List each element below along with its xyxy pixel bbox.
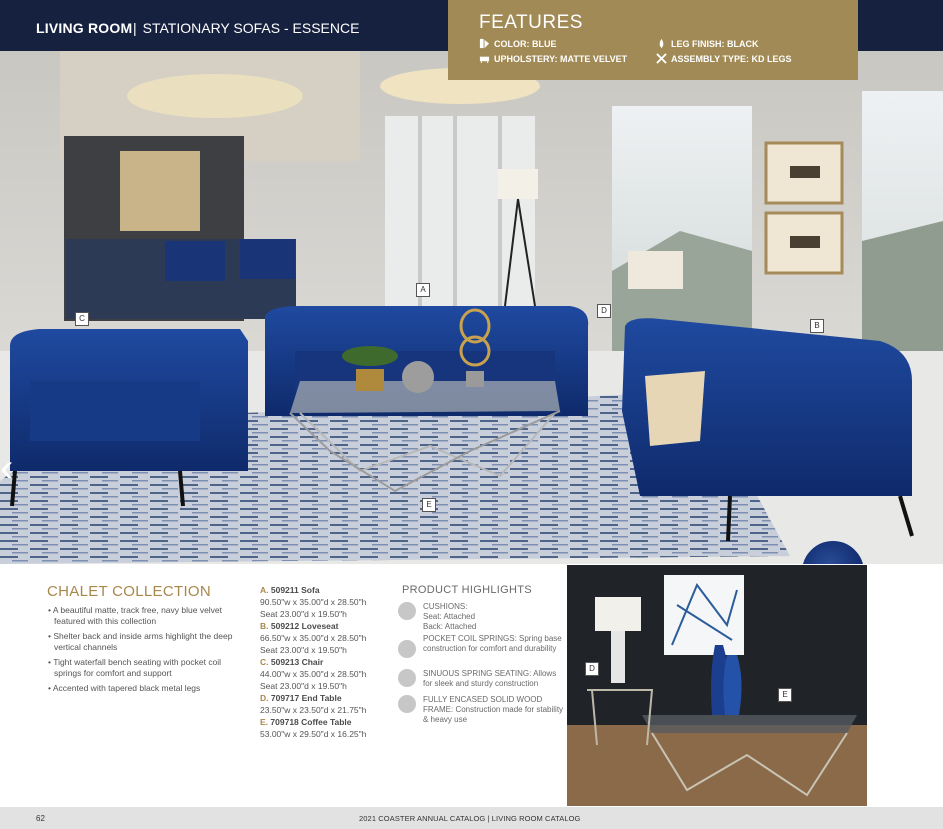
tables-scene — [567, 565, 867, 806]
product-e-name: E. 709718 Coffee Table — [260, 717, 352, 727]
page-number: 62 — [36, 814, 45, 823]
product-e-dims: 53.00"w x 29.50"d x 16.25"h — [260, 729, 367, 739]
section-title: LIVING ROOM — [36, 20, 133, 36]
highlight-coil-springs — [398, 634, 566, 666]
product-c-name: C. 509213 Chair — [260, 657, 324, 667]
highlight-text: Back: Attached — [423, 622, 477, 631]
product-tag-a: A — [416, 283, 430, 297]
hero-photo — [0, 51, 943, 564]
product-b-dims: 66.50"w x 35.00"d x 28.50"h — [260, 633, 367, 643]
highlight-text: CUSHIONS: — [423, 602, 468, 611]
bullet-item: • Accented with tapered black metal legs — [48, 683, 201, 693]
collection-bullets — [48, 605, 248, 698]
highlight-wood-frame — [398, 695, 566, 725]
product-list — [260, 584, 390, 740]
product-tag-e: E — [422, 498, 436, 512]
collection-title: CHALET COLLECTION — [47, 583, 212, 600]
feature-leg-finish — [656, 38, 759, 49]
features-box — [448, 0, 858, 80]
highlights-title: PRODUCT HIGHLIGHTS — [402, 584, 532, 596]
features-title: FEATURES — [479, 12, 583, 33]
product-b-seat: Seat 23.00"d x 19.50"h — [260, 645, 347, 655]
sofa-icon — [479, 53, 490, 64]
cushion-icon — [398, 602, 416, 620]
product-c-dims: 44.00"w x 35.00"d x 28.50"h — [260, 669, 367, 679]
highlight-text: POCKET COIL SPRINGS: Spring base construction for comfort and durability — [423, 634, 562, 653]
bullet-item: • Shelter back and inside arms highlight the deep vertical channels — [48, 631, 233, 652]
catalog-name: 2021 COASTER ANNUAL CATALOG | LIVING ROOM CATALOG — [359, 814, 581, 823]
bullet-item: • A beautiful matte, track free, navy blue velvet featured with this collection — [48, 605, 223, 626]
product-tag-c: C — [75, 312, 89, 326]
feature-color-label: COLOR: BLUE — [494, 38, 557, 49]
feature-color — [479, 38, 557, 49]
highlight-sinuous-spring — [398, 669, 566, 691]
coil-spring-icon — [398, 640, 416, 658]
living-room-scene — [0, 51, 943, 564]
highlight-cushions — [398, 602, 566, 636]
tools-icon — [656, 53, 667, 64]
bullet-item: • Tight waterfall bench seating with pocket coil springs for comfort and support — [48, 657, 222, 678]
product-d-dims: 23.50"w x 23.50"d x 21.75"h — [260, 705, 367, 715]
inset-photo — [567, 565, 867, 806]
product-tag-d: D — [597, 304, 611, 318]
feature-upholstery-label: UPHOLSTERY: MATTE VELVET — [494, 53, 628, 64]
chevron-left-icon[interactable]: ‹ — [0, 446, 14, 490]
highlight-text: FULLY ENCASED SOLID WOOD FRAME: Construction made for stability & heavy use — [423, 695, 564, 724]
product-tag-b: B — [810, 319, 824, 333]
product-a-name: A. 509211 Sofa — [260, 585, 320, 595]
highlight-text: Seat: Attached — [423, 612, 476, 621]
highlight-text: SINUOUS SPRING SEATING: Allows for sleek and sturdy construction — [423, 669, 557, 688]
feature-leg-finish-label: LEG FINISH: BLACK — [671, 38, 759, 49]
feature-assembly — [656, 53, 792, 64]
product-d-name: D. 709717 End Table — [260, 693, 342, 703]
feature-upholstery — [479, 53, 627, 64]
wood-frame-icon — [398, 695, 416, 713]
product-b-name: B. 509212 Loveseat — [260, 621, 339, 631]
page-footer — [0, 807, 943, 829]
drop-icon — [656, 38, 667, 49]
page-subtitle-text: STATIONARY SOFAS - ESSENCE — [142, 20, 360, 36]
product-a-dims: 90.50"w x 35.00"d x 28.50"h — [260, 597, 367, 607]
sinuous-spring-icon — [398, 669, 416, 687]
product-a-seat: Seat 23.00"d x 19.50"h — [260, 609, 347, 619]
color-swatch-icon — [479, 38, 490, 49]
inset-tag-e: E — [778, 688, 792, 702]
feature-assembly-label: ASSEMBLY TYPE: KD LEGS — [671, 53, 792, 64]
page-subtitle: | STATIONARY SOFAS - ESSENCE — [133, 20, 360, 36]
inset-tag-d: D — [585, 662, 599, 676]
product-c-seat: Seat 23.00"d x 19.50"h — [260, 681, 347, 691]
